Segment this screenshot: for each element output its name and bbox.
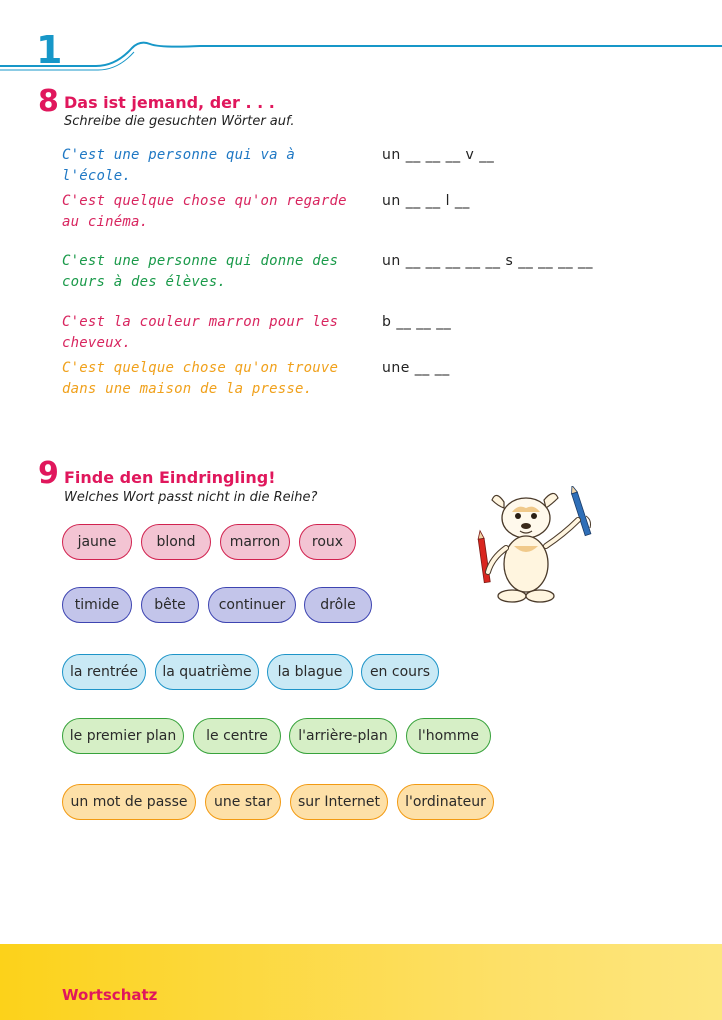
word-pill[interactable]: blond xyxy=(141,524,211,560)
word-pill[interactable]: roux xyxy=(299,524,356,560)
word-pill[interactable]: drôle xyxy=(304,587,372,623)
answer-blank-4[interactable]: b __ __ __ xyxy=(382,314,452,330)
word-pill[interactable]: en cours xyxy=(361,654,439,690)
word-pill[interactable]: sur Internet xyxy=(290,784,388,820)
question-2: C'est quelque chose qu'on regarde au cinéma. xyxy=(62,193,356,230)
mascot-illustration xyxy=(474,486,604,610)
word-pill[interactable]: un mot de passe xyxy=(62,784,196,820)
answer-blank-2[interactable]: un __ __ l __ xyxy=(382,193,470,209)
word-pill[interactable]: la quatrième xyxy=(155,654,259,690)
footer-section-label: Wortschatz xyxy=(62,986,158,1004)
word-pill[interactable]: l'homme xyxy=(406,718,491,754)
word-pill[interactable]: continuer xyxy=(208,587,296,623)
word-pill[interactable]: l'arrière-plan xyxy=(289,718,397,754)
exercise-9-number: 9 xyxy=(38,456,59,491)
question-1: C'est une personne qui va à l'école. xyxy=(62,147,304,184)
word-pill[interactable]: timide xyxy=(62,587,132,623)
question-3: C'est une personne qui donne des cours à des élèves. xyxy=(62,253,347,290)
word-pill[interactable]: bête xyxy=(141,587,199,623)
exercise-8-title: Das ist jemand, der . . . xyxy=(64,93,275,112)
answer-blank-5[interactable]: une __ __ xyxy=(382,360,450,376)
exercise-8-instruction: Schreibe die gesuchten Wörter auf. xyxy=(64,114,295,129)
word-pill[interactable]: le centre xyxy=(193,718,281,754)
word-pill[interactable]: une star xyxy=(205,784,281,820)
word-pill[interactable]: l'ordinateur xyxy=(397,784,494,820)
chapter-number: 1 xyxy=(36,28,63,72)
exercise-8-number: 8 xyxy=(38,84,59,119)
header-line-decoration xyxy=(0,0,722,80)
exercise-9-instruction: Welches Wort passt nicht in die Reihe? xyxy=(64,490,318,505)
word-pill[interactable]: le premier plan xyxy=(62,718,184,754)
exercise-9-title: Finde den Eindringling! xyxy=(64,468,276,487)
answer-blank-3[interactable]: un __ __ __ __ __ s __ __ __ __ xyxy=(382,253,594,269)
word-pill[interactable]: marron xyxy=(220,524,290,560)
question-4: C'est la couleur marron pour les cheveux. xyxy=(62,314,347,351)
answer-blank-1[interactable]: un __ __ __ v __ xyxy=(382,147,495,163)
word-pill[interactable]: jaune xyxy=(62,524,132,560)
question-5: C'est quelque chose qu'on trouve dans une maison de la presse. xyxy=(62,360,347,397)
word-pill[interactable]: la blague xyxy=(267,654,353,690)
page-header xyxy=(0,0,722,80)
word-pill[interactable]: la rentrée xyxy=(62,654,146,690)
page-footer xyxy=(0,944,722,1020)
